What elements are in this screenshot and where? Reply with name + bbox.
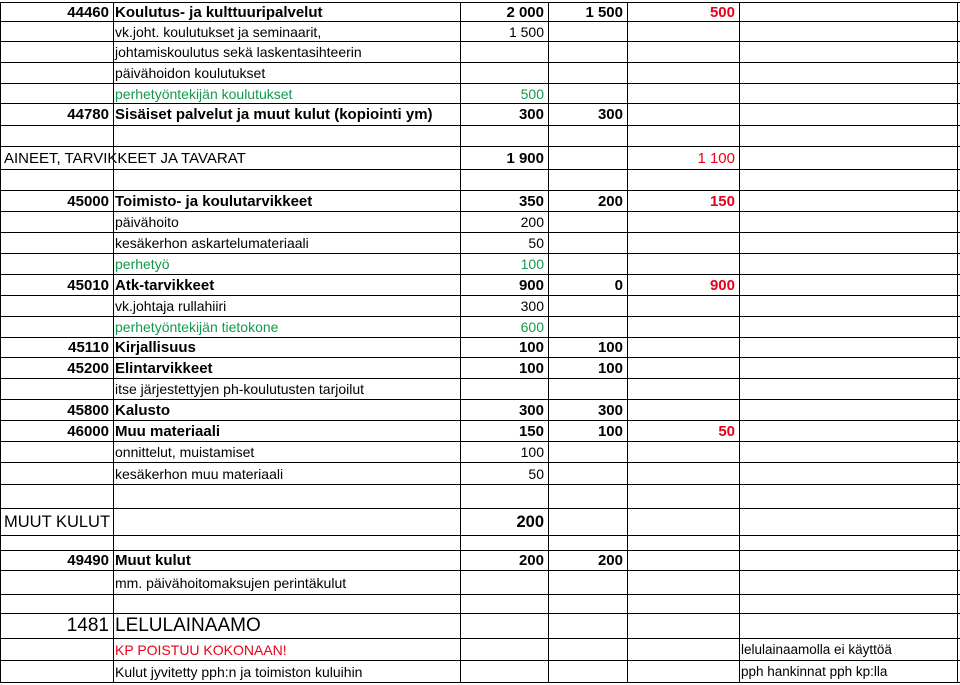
change-value bbox=[627, 661, 739, 682]
budget-value: 200 bbox=[520, 214, 544, 230]
grid-line bbox=[739, 147, 740, 170]
budget-value: 300 bbox=[518, 401, 544, 419]
grid-line bbox=[739, 463, 740, 485]
grid-line bbox=[113, 126, 114, 147]
table-row bbox=[0, 147, 960, 170]
grid-line bbox=[957, 571, 958, 595]
budget-value: 900 bbox=[518, 276, 544, 294]
prior-value bbox=[548, 42, 627, 62]
grid-line bbox=[113, 595, 114, 614]
account-number bbox=[0, 571, 113, 594]
grid-line bbox=[957, 3, 958, 23]
grid-line bbox=[957, 379, 958, 400]
budget-value: 300 bbox=[520, 298, 544, 314]
table-row bbox=[0, 509, 960, 536]
table-row bbox=[0, 463, 960, 485]
detail-description: johtamiskoulutus sekä laskentasihteerin bbox=[115, 44, 362, 60]
prior-value bbox=[548, 317, 627, 337]
grid-line bbox=[739, 485, 740, 509]
change-value bbox=[627, 400, 739, 420]
change-value bbox=[627, 551, 739, 570]
budget-value: 200 bbox=[516, 512, 544, 531]
grid-line bbox=[957, 212, 958, 233]
table-row bbox=[0, 442, 960, 463]
budget-value: 200 bbox=[518, 552, 544, 569]
change-value: 1 100 bbox=[697, 149, 735, 167]
detail-description: päivähoidon koulutukset bbox=[115, 65, 266, 81]
table-row bbox=[0, 104, 960, 126]
grid-line bbox=[113, 536, 114, 551]
account-number bbox=[0, 661, 113, 682]
table-row bbox=[0, 317, 960, 338]
table-row bbox=[0, 170, 960, 191]
grid-line bbox=[957, 147, 958, 170]
table-row bbox=[0, 275, 960, 296]
prior-value bbox=[548, 254, 627, 274]
grid-line bbox=[548, 595, 549, 614]
grid-line bbox=[460, 595, 461, 614]
grid-line bbox=[957, 595, 958, 614]
grid-line bbox=[627, 614, 628, 639]
grid-line bbox=[957, 358, 958, 379]
budget-value: 500 bbox=[520, 85, 544, 102]
detail-description: KP POISTUU KOKONAAN! bbox=[115, 641, 287, 658]
prior-value: 300 bbox=[597, 401, 623, 419]
budget-value: 100 bbox=[520, 256, 544, 272]
table-row bbox=[0, 2, 960, 22]
table-row bbox=[0, 63, 960, 84]
prior-value bbox=[548, 379, 627, 399]
budget-value bbox=[460, 63, 548, 83]
grid-line bbox=[460, 126, 461, 147]
grid-line bbox=[548, 509, 549, 536]
budget-value: 100 bbox=[518, 359, 544, 377]
change-value bbox=[627, 317, 739, 337]
budget-value: 600 bbox=[520, 319, 544, 335]
change-value bbox=[627, 233, 739, 253]
detail-description: kesäkerhon askartelumateriaali bbox=[115, 235, 309, 251]
prior-value bbox=[548, 63, 627, 83]
grid-line bbox=[957, 84, 958, 104]
grid-line bbox=[460, 614, 461, 639]
detail-description: Kulut jyvitetty pph:n ja toimiston kuluihin bbox=[115, 663, 363, 680]
grid-line bbox=[627, 595, 628, 614]
table-row bbox=[0, 212, 960, 233]
account-number bbox=[0, 212, 113, 232]
grid-line bbox=[0, 147, 1, 170]
account-description: LELULAINAAMO bbox=[115, 615, 261, 636]
grid-line bbox=[957, 442, 958, 463]
account-description: Koulutus- ja kulttuuripalvelut bbox=[115, 3, 323, 21]
table-row bbox=[0, 661, 960, 683]
budget-value bbox=[460, 639, 548, 660]
prior-value bbox=[548, 22, 627, 41]
grid-line bbox=[548, 126, 549, 147]
account-number bbox=[0, 639, 113, 660]
table-row bbox=[0, 614, 960, 639]
grid-line bbox=[739, 551, 740, 571]
prior-value: 100 bbox=[597, 339, 623, 356]
grid-line bbox=[0, 126, 1, 147]
grid-line bbox=[739, 170, 740, 191]
grid-line bbox=[957, 639, 958, 661]
budget-value bbox=[460, 42, 548, 62]
account-number bbox=[0, 317, 113, 337]
account-number bbox=[0, 233, 113, 253]
account-description: Muu materiaali bbox=[115, 422, 221, 440]
account-number bbox=[0, 254, 113, 274]
change-value bbox=[627, 254, 739, 274]
change-value bbox=[627, 63, 739, 83]
detail-description: vk.johtaja rullahiiri bbox=[115, 298, 227, 314]
change-value bbox=[627, 571, 739, 594]
grid-line bbox=[957, 485, 958, 509]
grid-line bbox=[739, 614, 740, 639]
account-number bbox=[0, 63, 113, 83]
grid-line bbox=[739, 126, 740, 147]
grid-line bbox=[548, 614, 549, 639]
budget-value: 1 500 bbox=[508, 23, 544, 40]
grid-line bbox=[739, 571, 740, 595]
budget-value bbox=[460, 571, 548, 594]
change-value bbox=[627, 463, 739, 484]
detail-description: päivähoito bbox=[115, 214, 179, 230]
change-value bbox=[627, 296, 739, 316]
account-number: 44780 bbox=[67, 106, 109, 123]
grid-line bbox=[739, 42, 740, 63]
table-row bbox=[0, 22, 960, 42]
change-value bbox=[627, 104, 739, 125]
prior-value bbox=[548, 296, 627, 316]
grid-line bbox=[957, 421, 958, 442]
budget-value: 100 bbox=[520, 444, 544, 460]
grid-line bbox=[739, 275, 740, 296]
grid-line bbox=[957, 338, 958, 358]
grid-line bbox=[548, 170, 549, 191]
table-row bbox=[0, 400, 960, 421]
prior-value bbox=[548, 661, 627, 682]
grid-line bbox=[957, 126, 958, 147]
change-value bbox=[627, 358, 739, 378]
grid-line bbox=[957, 233, 958, 254]
grid-line bbox=[957, 22, 958, 42]
detail-description: perhetyöntekijän tietokone bbox=[115, 319, 279, 335]
grid-line bbox=[957, 104, 958, 126]
account-number: 44460 bbox=[67, 3, 109, 21]
account-number: 46000 bbox=[67, 422, 109, 440]
grid-line bbox=[627, 536, 628, 551]
account-number: 45110 bbox=[68, 339, 109, 356]
account-number: 45000 bbox=[67, 192, 109, 210]
grid-line bbox=[739, 104, 740, 126]
account-description: Kirjallisuus bbox=[115, 339, 196, 356]
grid-line bbox=[627, 126, 628, 147]
table-row bbox=[0, 485, 960, 509]
account-number: 45800 bbox=[67, 401, 109, 419]
prior-value bbox=[548, 463, 627, 484]
grid-line bbox=[739, 379, 740, 400]
budget-value bbox=[460, 661, 548, 682]
table-row bbox=[0, 358, 960, 379]
prior-value: 200 bbox=[597, 552, 623, 569]
prior-value: 100 bbox=[597, 422, 623, 440]
table-row bbox=[0, 421, 960, 442]
prior-value bbox=[548, 639, 627, 660]
grid-line bbox=[957, 296, 958, 317]
grid-line bbox=[0, 509, 1, 536]
account-description: Elintarvikkeet bbox=[115, 359, 213, 377]
grid-line bbox=[0, 536, 1, 551]
grid-line bbox=[113, 170, 114, 191]
grid-line bbox=[739, 296, 740, 317]
grid-line bbox=[627, 509, 628, 536]
grid-line bbox=[957, 536, 958, 551]
grid-line bbox=[739, 63, 740, 84]
note-text: lelulainaamolla ei käyttöä bbox=[741, 642, 892, 657]
prior-value: 300 bbox=[597, 106, 623, 123]
budget-value: 50 bbox=[528, 235, 544, 251]
grid-line bbox=[739, 595, 740, 614]
account-number bbox=[0, 379, 113, 399]
detail-description: itse järjestettyjen ph-koulutusten tarjoilut bbox=[115, 381, 365, 397]
change-value bbox=[627, 338, 739, 357]
table-row bbox=[0, 595, 960, 614]
change-value bbox=[627, 639, 739, 660]
section-title: MUUT KULUT bbox=[4, 512, 111, 531]
table-row bbox=[0, 551, 960, 571]
grid-line bbox=[957, 509, 958, 536]
prior-value: 0 bbox=[614, 276, 623, 294]
grid-line bbox=[739, 536, 740, 551]
grid-line bbox=[957, 317, 958, 338]
budget-value: 300 bbox=[518, 106, 544, 123]
account-number: 45200 bbox=[67, 359, 109, 377]
grid-line bbox=[739, 442, 740, 463]
change-value bbox=[627, 22, 739, 41]
account-number bbox=[0, 463, 113, 484]
change-value: 150 bbox=[709, 192, 735, 210]
grid-line bbox=[0, 485, 1, 509]
change-value: 900 bbox=[709, 276, 735, 294]
grid-line bbox=[739, 254, 740, 275]
change-value bbox=[627, 212, 739, 232]
prior-value: 100 bbox=[597, 359, 623, 377]
account-description: Atk-tarvikkeet bbox=[115, 276, 215, 294]
grid-line bbox=[957, 275, 958, 296]
table-row bbox=[0, 42, 960, 63]
grid-line bbox=[957, 170, 958, 191]
account-number bbox=[0, 442, 113, 462]
grid-line bbox=[739, 22, 740, 42]
table-row bbox=[0, 536, 960, 551]
grid-line bbox=[957, 551, 958, 571]
budget-value: 1 900 bbox=[506, 149, 544, 167]
grid-line bbox=[957, 42, 958, 63]
detail-description: perhetyö bbox=[115, 256, 170, 272]
grid-line bbox=[0, 170, 1, 191]
table-row bbox=[0, 296, 960, 317]
account-description: Sisäiset palvelut ja muut kulut (kopiointi ym) bbox=[115, 106, 433, 123]
change-value bbox=[627, 84, 739, 103]
grid-line bbox=[739, 358, 740, 379]
prior-value: 1 500 bbox=[585, 3, 623, 21]
budget-value: 100 bbox=[518, 339, 544, 356]
grid-line bbox=[460, 485, 461, 509]
grid-line bbox=[739, 3, 740, 23]
grid-line bbox=[957, 463, 958, 485]
budget-value: 50 bbox=[528, 465, 544, 482]
account-number bbox=[0, 296, 113, 316]
account-description: Muut kulut bbox=[115, 552, 191, 569]
change-value bbox=[627, 442, 739, 462]
table-row bbox=[0, 191, 960, 212]
grid-line bbox=[460, 536, 461, 551]
detail-description: onnittelut, muistamiset bbox=[115, 444, 255, 460]
table-row bbox=[0, 338, 960, 358]
grid-line bbox=[957, 191, 958, 212]
grid-line bbox=[957, 254, 958, 275]
account-number: 49490 bbox=[67, 552, 109, 569]
grid-line bbox=[739, 191, 740, 212]
table-row bbox=[0, 254, 960, 275]
account-number: 45010 bbox=[67, 276, 109, 294]
account-description: Toimisto- ja koulutarvikkeet bbox=[115, 192, 313, 210]
grid-line bbox=[0, 595, 1, 614]
table-row bbox=[0, 571, 960, 595]
grid-line bbox=[739, 509, 740, 536]
detail-description: vk.joht. koulutukset ja seminaarit, bbox=[115, 23, 322, 40]
budget-value: 150 bbox=[518, 422, 544, 440]
account-number bbox=[0, 84, 113, 103]
account-number bbox=[0, 22, 113, 41]
budget-value: 2 000 bbox=[506, 3, 544, 21]
grid-line bbox=[957, 614, 958, 639]
grid-line bbox=[739, 400, 740, 421]
prior-value: 200 bbox=[597, 192, 623, 210]
grid-line bbox=[548, 147, 549, 170]
table-row bbox=[0, 639, 960, 661]
grid-line bbox=[739, 421, 740, 442]
table-row bbox=[0, 126, 960, 147]
grid-line bbox=[460, 170, 461, 191]
prior-value bbox=[548, 84, 627, 103]
grid-line bbox=[957, 400, 958, 421]
account-number: 1481 bbox=[66, 615, 109, 636]
change-value bbox=[627, 379, 739, 399]
table-row bbox=[0, 84, 960, 104]
grid-line bbox=[739, 233, 740, 254]
grid-line bbox=[113, 485, 114, 509]
budget-value: 350 bbox=[518, 192, 544, 210]
prior-value bbox=[548, 233, 627, 253]
detail-description: mm. päivähoitomaksujen perintäkulut bbox=[115, 574, 347, 591]
grid-line bbox=[627, 170, 628, 191]
account-description: Kalusto bbox=[115, 401, 171, 419]
grid-line bbox=[627, 485, 628, 509]
grid-line bbox=[739, 338, 740, 358]
grid-line bbox=[957, 63, 958, 84]
table-row bbox=[0, 379, 960, 400]
prior-value bbox=[548, 212, 627, 232]
prior-value bbox=[548, 571, 627, 594]
grid-line bbox=[739, 317, 740, 338]
grid-line bbox=[739, 84, 740, 104]
budget-value bbox=[460, 379, 548, 399]
table-row bbox=[0, 233, 960, 254]
detail-description: kesäkerhon muu materiaali bbox=[115, 465, 284, 482]
grid-line bbox=[548, 536, 549, 551]
change-value: 500 bbox=[709, 3, 735, 21]
change-value bbox=[627, 42, 739, 62]
section-title: AINEET, TARVIKKEET JA TAVARAT bbox=[4, 149, 246, 167]
prior-value bbox=[548, 442, 627, 462]
detail-description: perhetyöntekijän koulutukset bbox=[115, 85, 293, 102]
grid-line bbox=[739, 212, 740, 233]
grid-line bbox=[957, 661, 958, 683]
note-text: pph hankinnat pph kp:lla bbox=[741, 664, 888, 679]
account-number bbox=[0, 42, 113, 62]
grid-line bbox=[548, 485, 549, 509]
change-value: 50 bbox=[718, 422, 735, 440]
